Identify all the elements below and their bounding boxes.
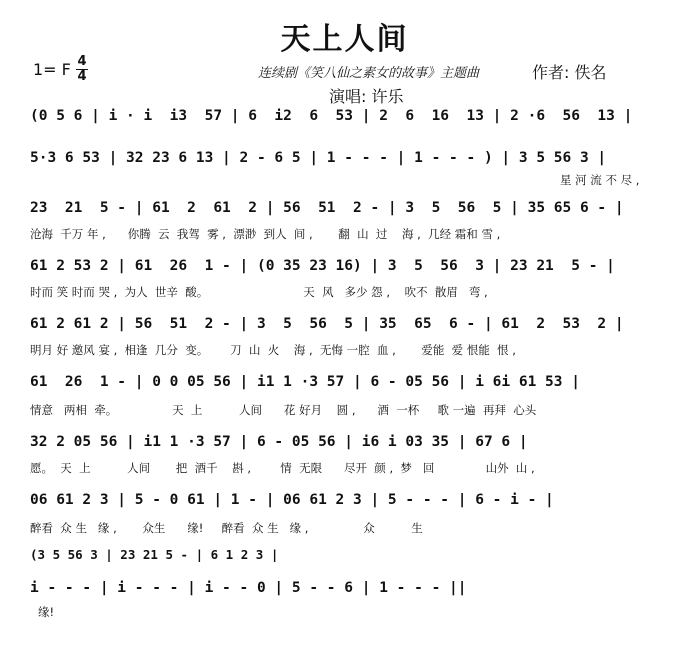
song-author: 作者: 佚名 [532, 63, 607, 82]
song-subtitle: 连续剧《笑八仙之素女的故事》主题曲 [258, 66, 480, 81]
lyric-line-7: 愿。 天 上 人间 把 酒千 斟 , 情 无限 尽开 颜 , 梦 回 山外 山 , [30, 461, 535, 475]
lyric-line-10: 缘! [38, 605, 55, 619]
notation-line-4: 61 2 53 2 | 61 26 1 - | (0 35 23 16) | 3 5 56 3 | 23 21 5 - | [30, 258, 615, 274]
lyric-line-3: 沧海 千万 年 , 你腾 云 我驾 雾 , 漂渺 到人 间 , 翻 山 过 海 , 几经 霜和 雪 , [30, 227, 501, 241]
song-title: 天上人间 [280, 22, 409, 57]
notation-line-5: 61 2 61 2 | 56 51 2 - | 3 5 56 5 | 35 65 6 - | 61 2 53 2 | [30, 316, 624, 332]
notation-line-8: 06 61 2 3 | 5 - 0 61 | 1 - | 06 61 2 3 | 5 - - - | 6 - i - | [30, 492, 554, 508]
notation-line-1: (0 5 6 | i · i i3 57 | 6 i2 6 53 | 2 6 16 13 | 2 ·6 56 13 | [30, 108, 633, 124]
lyric-line-8: 醉看 众 生 缘 , 众生 缘! 醉看 众 生 缘 , 众 生 [30, 521, 423, 535]
lyric-line-6: 情意 两相 牵。 天 上 人间 花 好月 圆 , 酒 一杯 歌 一遍 再拜 心头 [30, 403, 537, 417]
time-signature-bottom: 4 [77, 69, 87, 84]
key-signature: 1= F [33, 60, 71, 79]
notation-line-3: 23 21 5 - | 61 2 61 2 | 56 51 2 - | 3 5 56 5 | 35 65 6 - | [30, 200, 624, 216]
notation-line-6: 61 26 1 - | 0 0 05 56 | i1 1 ·3 57 | 6 - 05 56 | i 6i 61 53 | [30, 374, 580, 390]
song-singer: 演唱: 许乐 [329, 87, 404, 106]
notation-line-7: 32 2 05 56 | i1 1 ·3 57 | 6 - 05 56 | i6 i 03 35 | 67 6 | [30, 434, 528, 450]
lyric-line-4: 时而 笑 时而 哭 , 为人 世辛 酸。 天 风 多少 怨 , 吹不 散眉 弯 , [30, 285, 488, 299]
notation-line-10: i - - - | i - - - | i - - 0 | 5 - - 6 | 1 - - - || [30, 580, 467, 596]
notation-line-9: (3 5 56 3 | 23 21 5 - | 6 1 2 3 | [30, 547, 279, 562]
lyric-line-2: 星 河 流 不 尽 , [560, 173, 640, 187]
time-signature [76, 56, 88, 83]
lyric-line-5: 明月 好 邀风 宴 , 相逢 几分 变。 刀 山 火 海 , 无悔 一腔 血 , 爱能 爱 恨能 恨 , [30, 343, 516, 357]
notation-line-2: 5·3 6 53 | 32 23 6 13 | 2 - 6 5 | 1 - - - | 1 - - - ) | 3 5 56 3 | [30, 150, 607, 166]
time-signature-top: 4 [77, 54, 87, 69]
